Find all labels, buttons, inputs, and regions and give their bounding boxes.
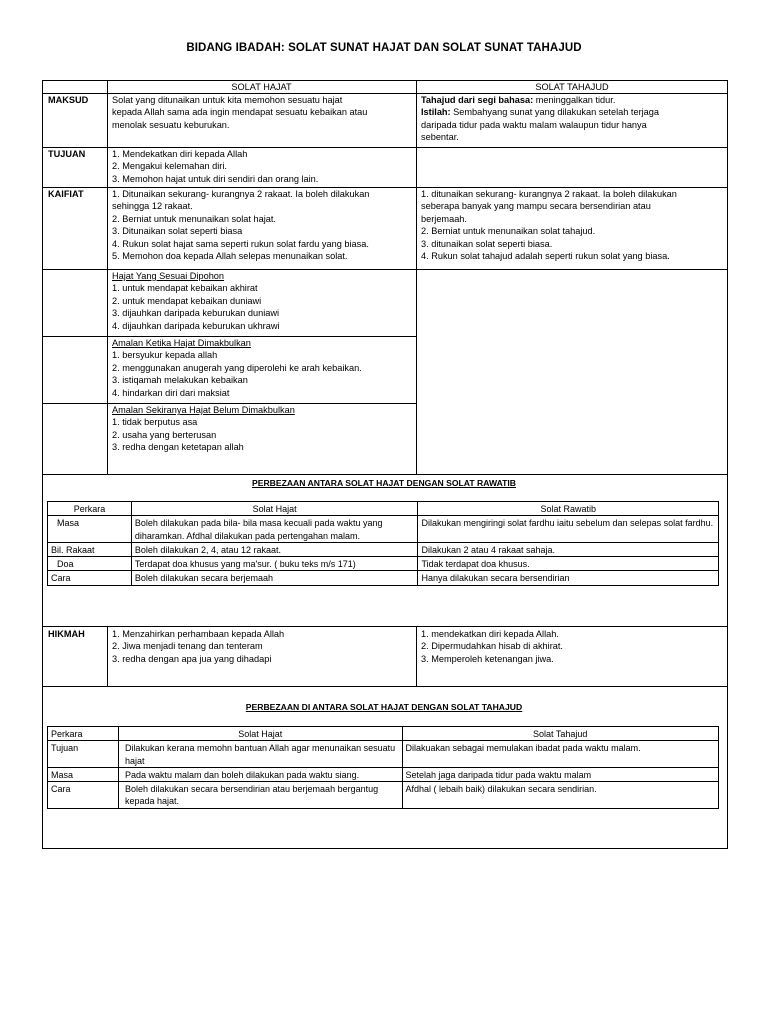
table-header: Solat Rawatib — [418, 502, 719, 516]
table-cell: Doa — [48, 557, 132, 571]
tahajud-compare-table — [47, 726, 719, 809]
table-cell: Dilakukan kerana memohn bantuan Allah agar menunaikan sesuatu hajat — [118, 741, 402, 768]
table-cell: Tidak terdapat doa khusus. — [418, 557, 719, 571]
table-cell: Masa — [48, 767, 119, 781]
table-cell: Setelah jaga daripada tidur pada waktu malam — [402, 767, 719, 781]
table-cell: Boleh dilakukan secara bersendirian atau berjemaah bergantug kepada hajat. — [118, 782, 402, 809]
amalan-belum-block: Amalan Sekiranya Hajat Belum Dimakbulkan 1. tidak berputus asa 2. usaha yang berterusan 3. redha dengan ketetapan allah — [112, 405, 295, 453]
table-cell: Boleh dilakukan 2, 4, atau 12 rakaat. — [131, 542, 418, 556]
col-header-hajat: SOLAT HAJAT — [231, 82, 292, 92]
table-cell: Pada waktu malam dan boleh dilakukan pada waktu siang. — [118, 767, 402, 781]
table-cell: Cara — [48, 571, 132, 585]
col-divider — [107, 80, 108, 474]
table-cell: Afdhal ( lebaih baik) dilakukan secara sendirian. — [402, 782, 719, 809]
tahajud-compare-heading: PERBEZAAN DI ANTARA SOLAT HAJAT DENGAN SOLAT TAHAJUD — [245, 702, 523, 712]
maksud-hajat: Solat yang ditunaikan untuk kita memohon sesuatu hajat kepada Allah sama ada ingin mendapat sesuatu kebaikan atau menolak sesuatu keburukan. — [112, 95, 368, 130]
kaifiat-hajat: 1. Ditunaikan sekurang- kurangnya 2 rakaat. Ia boleh dilakukan sehingga 12 rakaat. 2. Berniat untuk menunaikan solat hajat. 3. Ditunaikan solat seperti biasa 4. Rukun solat hajat sama seperti rukun solat fardu yang biasa. 5. Memohon doa kepada Allah selepas menunaikan solat. — [112, 189, 370, 262]
section-divider — [42, 626, 728, 627]
hajat-sesuai-heading: Hajat Yang Sesuai Dipohon — [112, 271, 225, 281]
table-cell: Masa — [48, 516, 132, 543]
row-label-kaifiat: KAIFIAT — [48, 189, 84, 199]
amalan-belum-heading: Amalan Sekiranya Hajat Belum Dimakbulkan — [112, 405, 295, 415]
table-header: Solat Hajat — [131, 502, 418, 516]
row-label-tujuan: TUJUAN — [48, 149, 86, 159]
table-row — [48, 571, 719, 585]
section-divider — [42, 686, 728, 687]
tujuan-hajat: 1. Mendekatkan diri kepada Allah 2. Mengakui kelemahan diri. 3. Memohon hajat untuk diri sendiri dan orang lain. — [112, 149, 319, 184]
table-cell: Boleh dilakukan secara berjemaah — [131, 571, 418, 585]
table-header: Perkara — [48, 727, 119, 741]
table-row — [48, 767, 719, 781]
table-row — [48, 557, 719, 571]
amalan-dimakbulkan-heading: Amalan Ketika Hajat Dimakbulkan — [112, 338, 251, 348]
page-title: BIDANG IBADAH: SOLAT SUNAT HAJAT DAN SOLAT SUNAT TAHAJUD — [186, 42, 582, 54]
amalan-dimakbulkan-block: Amalan Ketika Hajat Dimakbulkan 1. bersyukur kepada allah 2. menggunakan anugerah yang diperolehi ke arah kebaikan. 3. istiqamah melakukan kebaikan 4. hindarkan diri dari maksiat — [112, 338, 362, 398]
hajat-sesuai-block: Hajat Yang Sesuai Dipohon 1. untuk mendapat kebaikan akhirat 2. untuk mendapat kebaikan duniawi 3. dijauhkan daripada keburukan duniawi 4. dijauhkan daripada keburukan ukhrawi — [112, 271, 280, 331]
col-divider — [416, 626, 417, 686]
table-cell: Bil. Rakaat — [48, 542, 132, 556]
kaifiat-tahajud: 1. ditunaikan sekurang- kurangnya 2 rakaat. Ia boleh dilakukan seberapa banyak yang mampu secara bersendirian atau berjemaah. 2. Berniat untuk menunaikan solat tahajud. 3. ditunaikan solat seperti biasa. 4. Rukun solat tahajud adalah seperti rukun solat yang biasa. — [421, 189, 677, 262]
table-header: Solat Hajat — [118, 727, 402, 741]
hikmah-hajat: 1. Menzahirkan perhambaan kepada Allah 2. Jiwa menjadi tenang dan tenteram 3. redha dengan apa jua yang dihadapi — [112, 629, 285, 664]
table-header-row — [48, 727, 719, 741]
col-divider — [107, 626, 108, 686]
table-cell: Boleh dilakukan pada bila- bila masa kecuali pada waktu yang diharamkan. Afdhal dilakukan pada pertengahan malam. — [131, 516, 418, 543]
table-row — [48, 542, 719, 556]
row-label-maksud: MAKSUD — [48, 95, 89, 105]
table-row — [48, 741, 719, 768]
row-label-hikmah: HIKMAH — [48, 629, 85, 639]
section-divider — [42, 474, 728, 475]
table-cell: Dilakukan 2 atau 4 rakaat sahaja. — [418, 542, 719, 556]
col-header-tahajud: SOLAT TAHAJUD — [535, 82, 609, 92]
table-header: Perkara — [48, 502, 132, 516]
table-row — [48, 782, 719, 809]
table-header-row — [48, 502, 719, 516]
table-cell: Hanya dilakukan secara bersendirian — [418, 571, 719, 585]
table-cell: Tujuan — [48, 741, 119, 768]
maksud-tahajud: Tahajud dari segi bahasa: meninggalkan tidur. Istilah: Sembahyang sunat yang dilakukan setelah terjaga daripada tidur pada waktu malam walaupun tidur hanya sebentar. — [421, 95, 660, 143]
table-cell: Terdapat doa khusus yang ma'sur. ( buku teks m/s 171) — [131, 557, 418, 571]
table-header: Solat Tahajud — [402, 727, 719, 741]
hikmah-tahajud: 1. mendekatkan diri kepada Allah. 2. Dipermudahkan hisab di akhirat. 3. Memperoleh ketenangan jiwa. — [421, 629, 563, 664]
table-cell: Cara — [48, 782, 119, 809]
table-cell: Dilakuakan sebagai memulakan ibadat pada waktu malam. — [402, 741, 719, 768]
table-cell: Dilakukan mengiringi solat fardhu iaitu sebelum dan selepas solat fardhu. — [418, 516, 719, 543]
rawatib-table — [47, 501, 719, 586]
table-row — [48, 516, 719, 543]
col-divider — [416, 80, 417, 474]
rawatib-heading: PERBEZAAN ANTARA SOLAT HAJAT DENGAN SOLAT RAWATIB — [251, 478, 516, 488]
